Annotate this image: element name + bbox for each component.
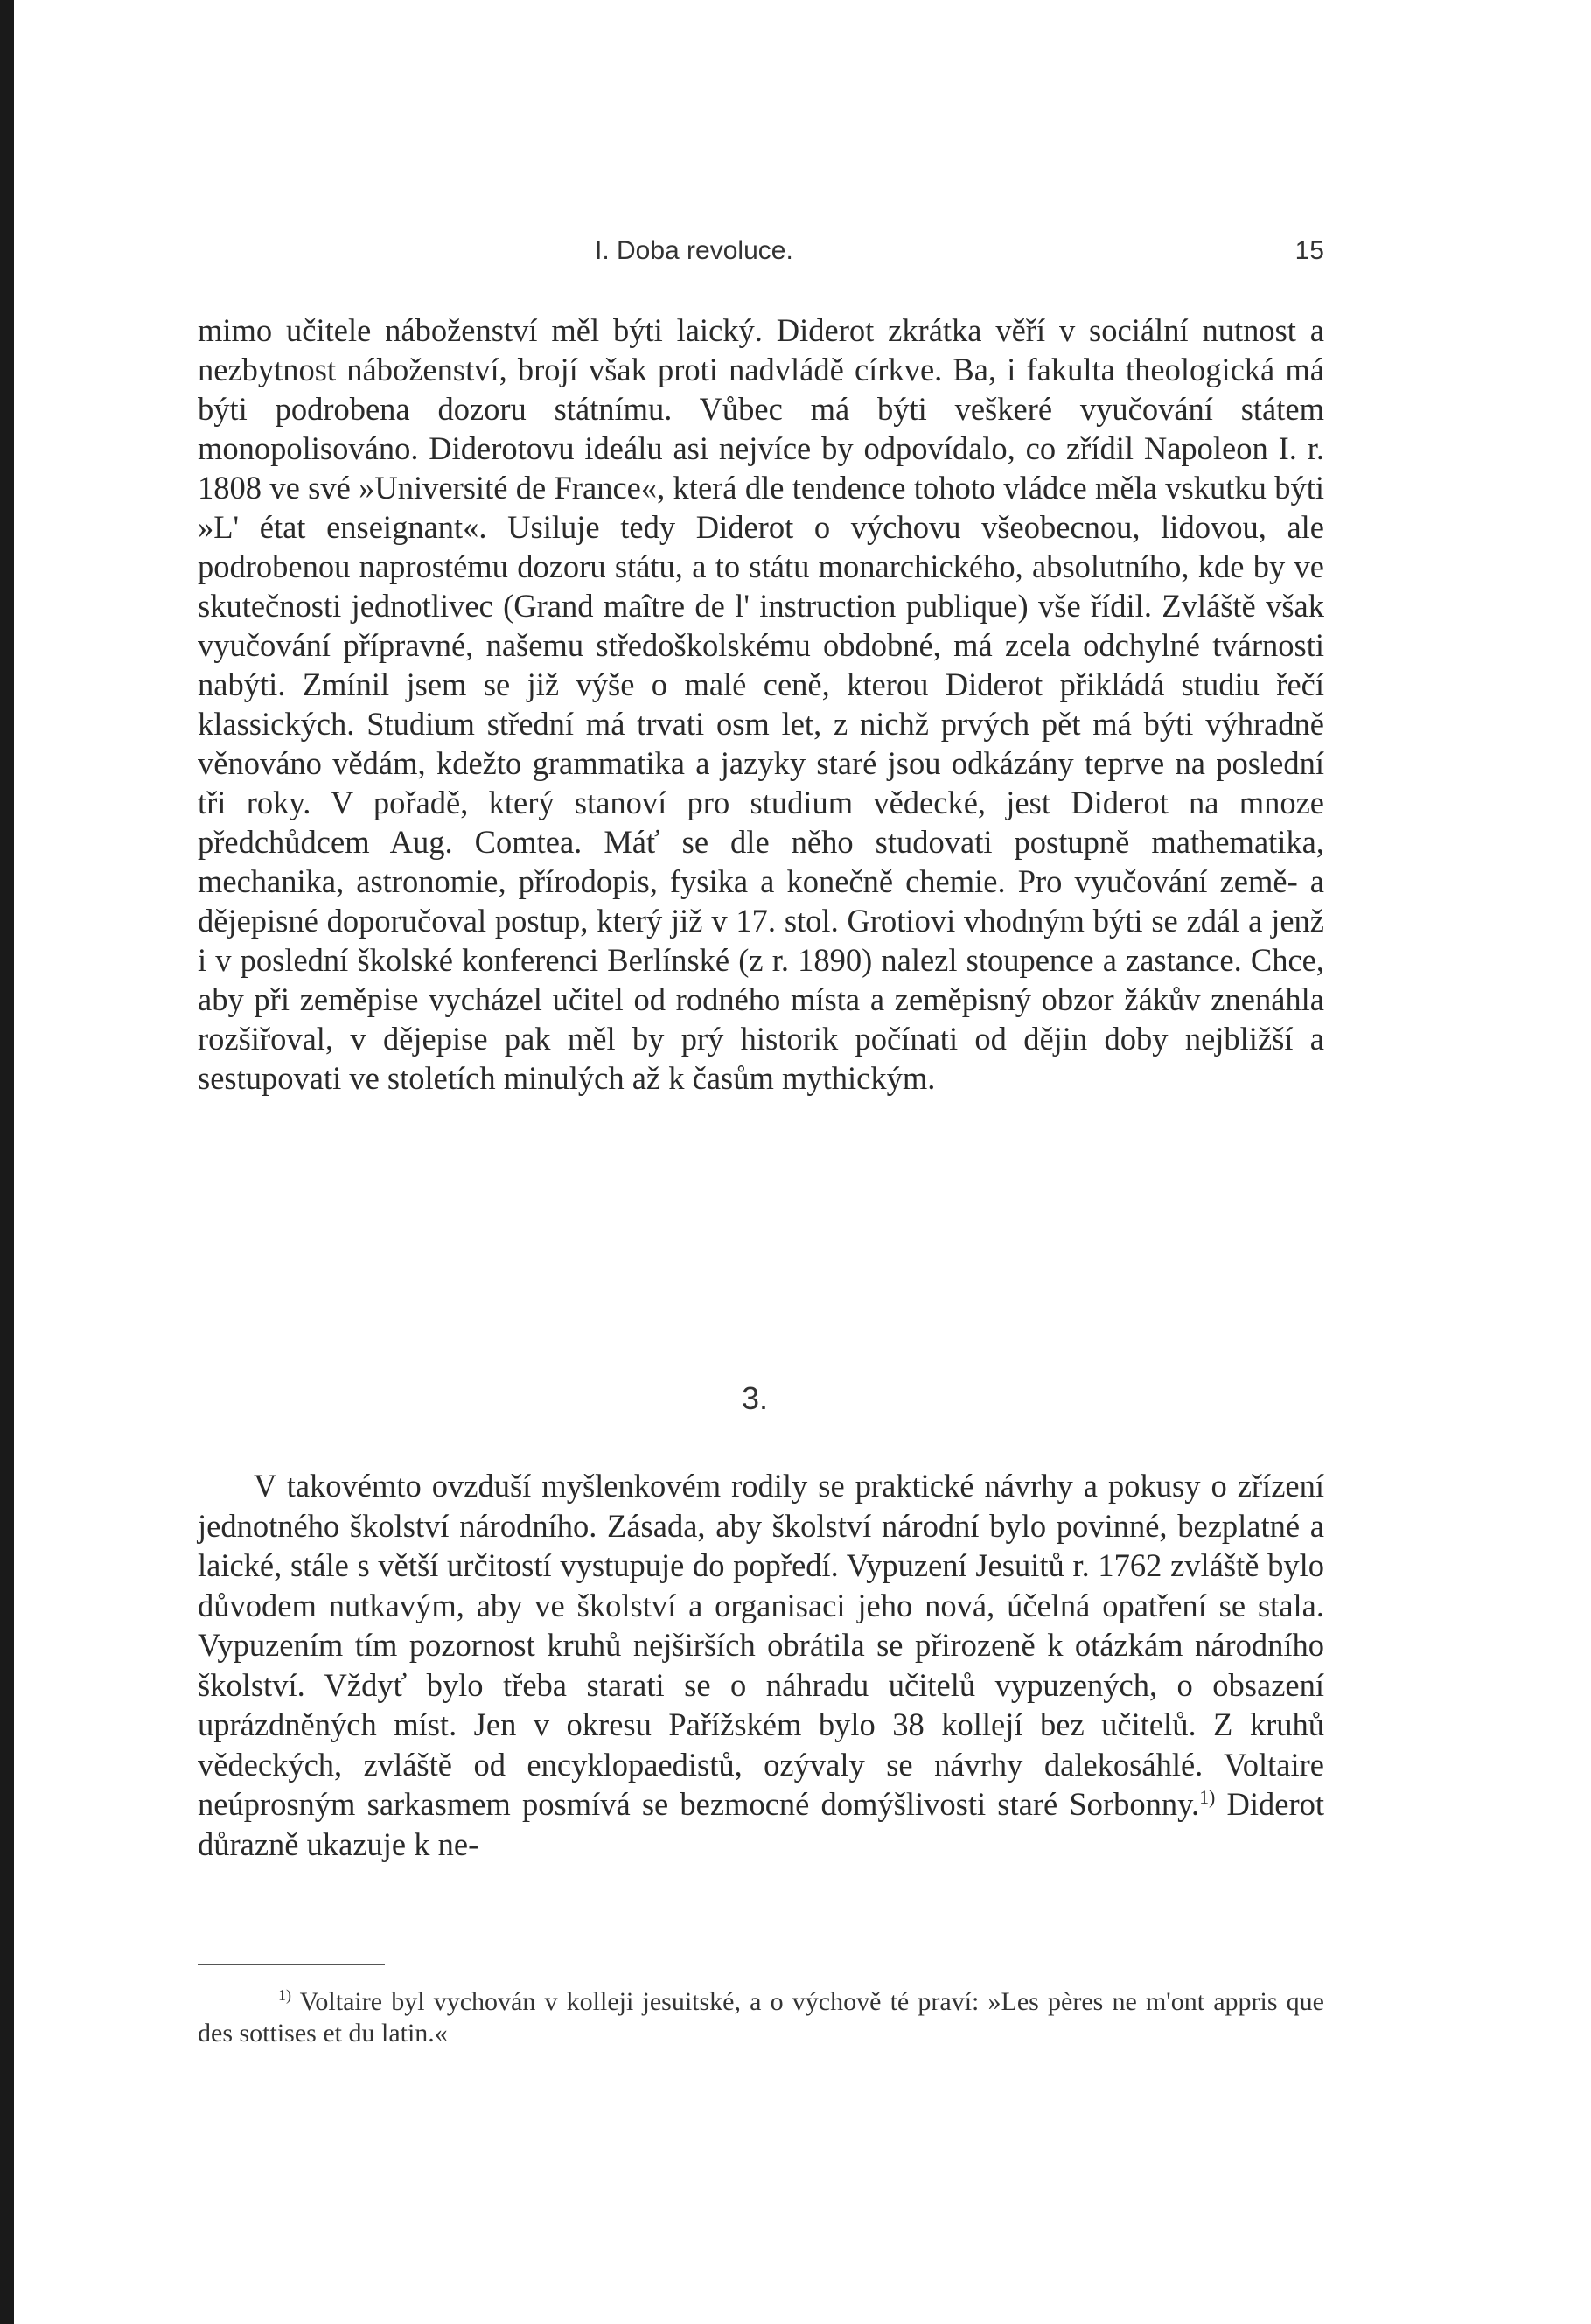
section-number: 3. xyxy=(742,1380,769,1416)
footnote-reference[interactable]: 1) xyxy=(1199,1785,1216,1808)
running-title: I. Doba revoluce. xyxy=(595,236,793,265)
paragraph-2-text-end: Diderot důrazně ukazuje k ne- xyxy=(198,1786,1325,1862)
body-paragraph-1: mimo učitele náboženství měl býti laický. Diderot zkrátka věří v sociální nutnost a nezbytnost náboženství, brojí však proti nadvládě církve. Ba, i fakulta theologická má býti podrobena dozoru státnímu. Vůbec má býti veškeré vyučování státem monopolisováno. Diderotovu ideálu asi nejvíce by odpovídalo, co zřídil Napoleon I. r. 1808 ve své »Université de France«, která dle tendence tohoto vládce měla vskutku býti »L' état enseignant«. Usiluje tedy Diderot o výchovu všeobecnou, lidovou, ale podrobenou naprostému dozoru státu, a to státu monarchického, absolutního, kde by ve skutečnosti jednotlivec (Grand maître de l' instruction publique) vše řídil. Zvláště však vyučování přípravné, našemu středoškolskému obdobné, má zcela odchylné tvárnosti nabýti. Zmínil jsem se již výše o malé ceně, kterou Diderot přikládá studiu řečí klassických. Studium střední má trvati osm let, z nichž prvých pět má býti výhradně věnováno vědám, kdežto grammatika a jazyky staré jsou odkázány teprve na poslední tři roky. V pořadě, který stanoví pro studium vědecké, jest Diderot na mnoze předchůdcem Aug. Comtea. Máť se dle něho studovati postupně mathematika, mechanika, astronomie, přírodopis, fysika a konečně chemie. Pro vyučování země- a dějepisné doporučoval postup, který již v 17. stol. Grotiovi vhodným býti se zdál a jenž i v poslední školské konferenci Berlínské (z r. 1890) nalezl stoupence a zastance. Chce, aby při zeměpise vycházel učitel od rodného místa a zeměpisný obzor žákův znenáhla rozšiřoval, v dějepise pak měl by prý historik počínati od dějin doby nejbližší a sestupovati ve stoletích minulých až k časům mythickým. xyxy=(198,312,1324,1096)
running-header xyxy=(196,236,1324,280)
footnote-text: Voltaire byl vychován v kolleji jesuitské, a o výchově té praví: »Les pères ne m'ont appris que des sottises et du latin.« xyxy=(198,1987,1324,2048)
page-binding-edge xyxy=(0,0,14,2324)
footnote xyxy=(198,1986,1324,2049)
page-number: 15 xyxy=(1294,236,1324,265)
body-paragraph-2 xyxy=(198,1466,1324,1864)
paragraph-2-text: V takovémto ovzduší myšlenkovém rodily se praktické návrhy a pokusy o zřízení jednotného školství národního. Zásada, aby školství národní bylo povinné, bezplatné a laické, stále s větší určitostí vystupuje do popředí. Vypuzení Jesuitů r. 1762 zvláště bylo důvodem nutkavým, aby ve školství a organisaci jeho nová, účelná opatření se stala. Vypuzením tím pozornost kruhů nejširších obrátila se přirozeně k otázkám národního školství. Vždyť bylo třeba starati se o náhradu učitelů vypuzených, o obsazení uprázdněných míst. Jen v okresu Pařížském bylo 38 kollejí bez učitelů. Z kruhů vědeckých, zvláště od encyklopaedistů, ozývaly se návrhy dalekosáhlé. Voltaire neúprosným sarkasmem posmívá se bezmocné domýšlivosti staré Sorbonny. xyxy=(198,1468,1324,1822)
footnote-marker: 1) xyxy=(278,1986,291,2005)
footnote-divider xyxy=(198,1964,385,1965)
